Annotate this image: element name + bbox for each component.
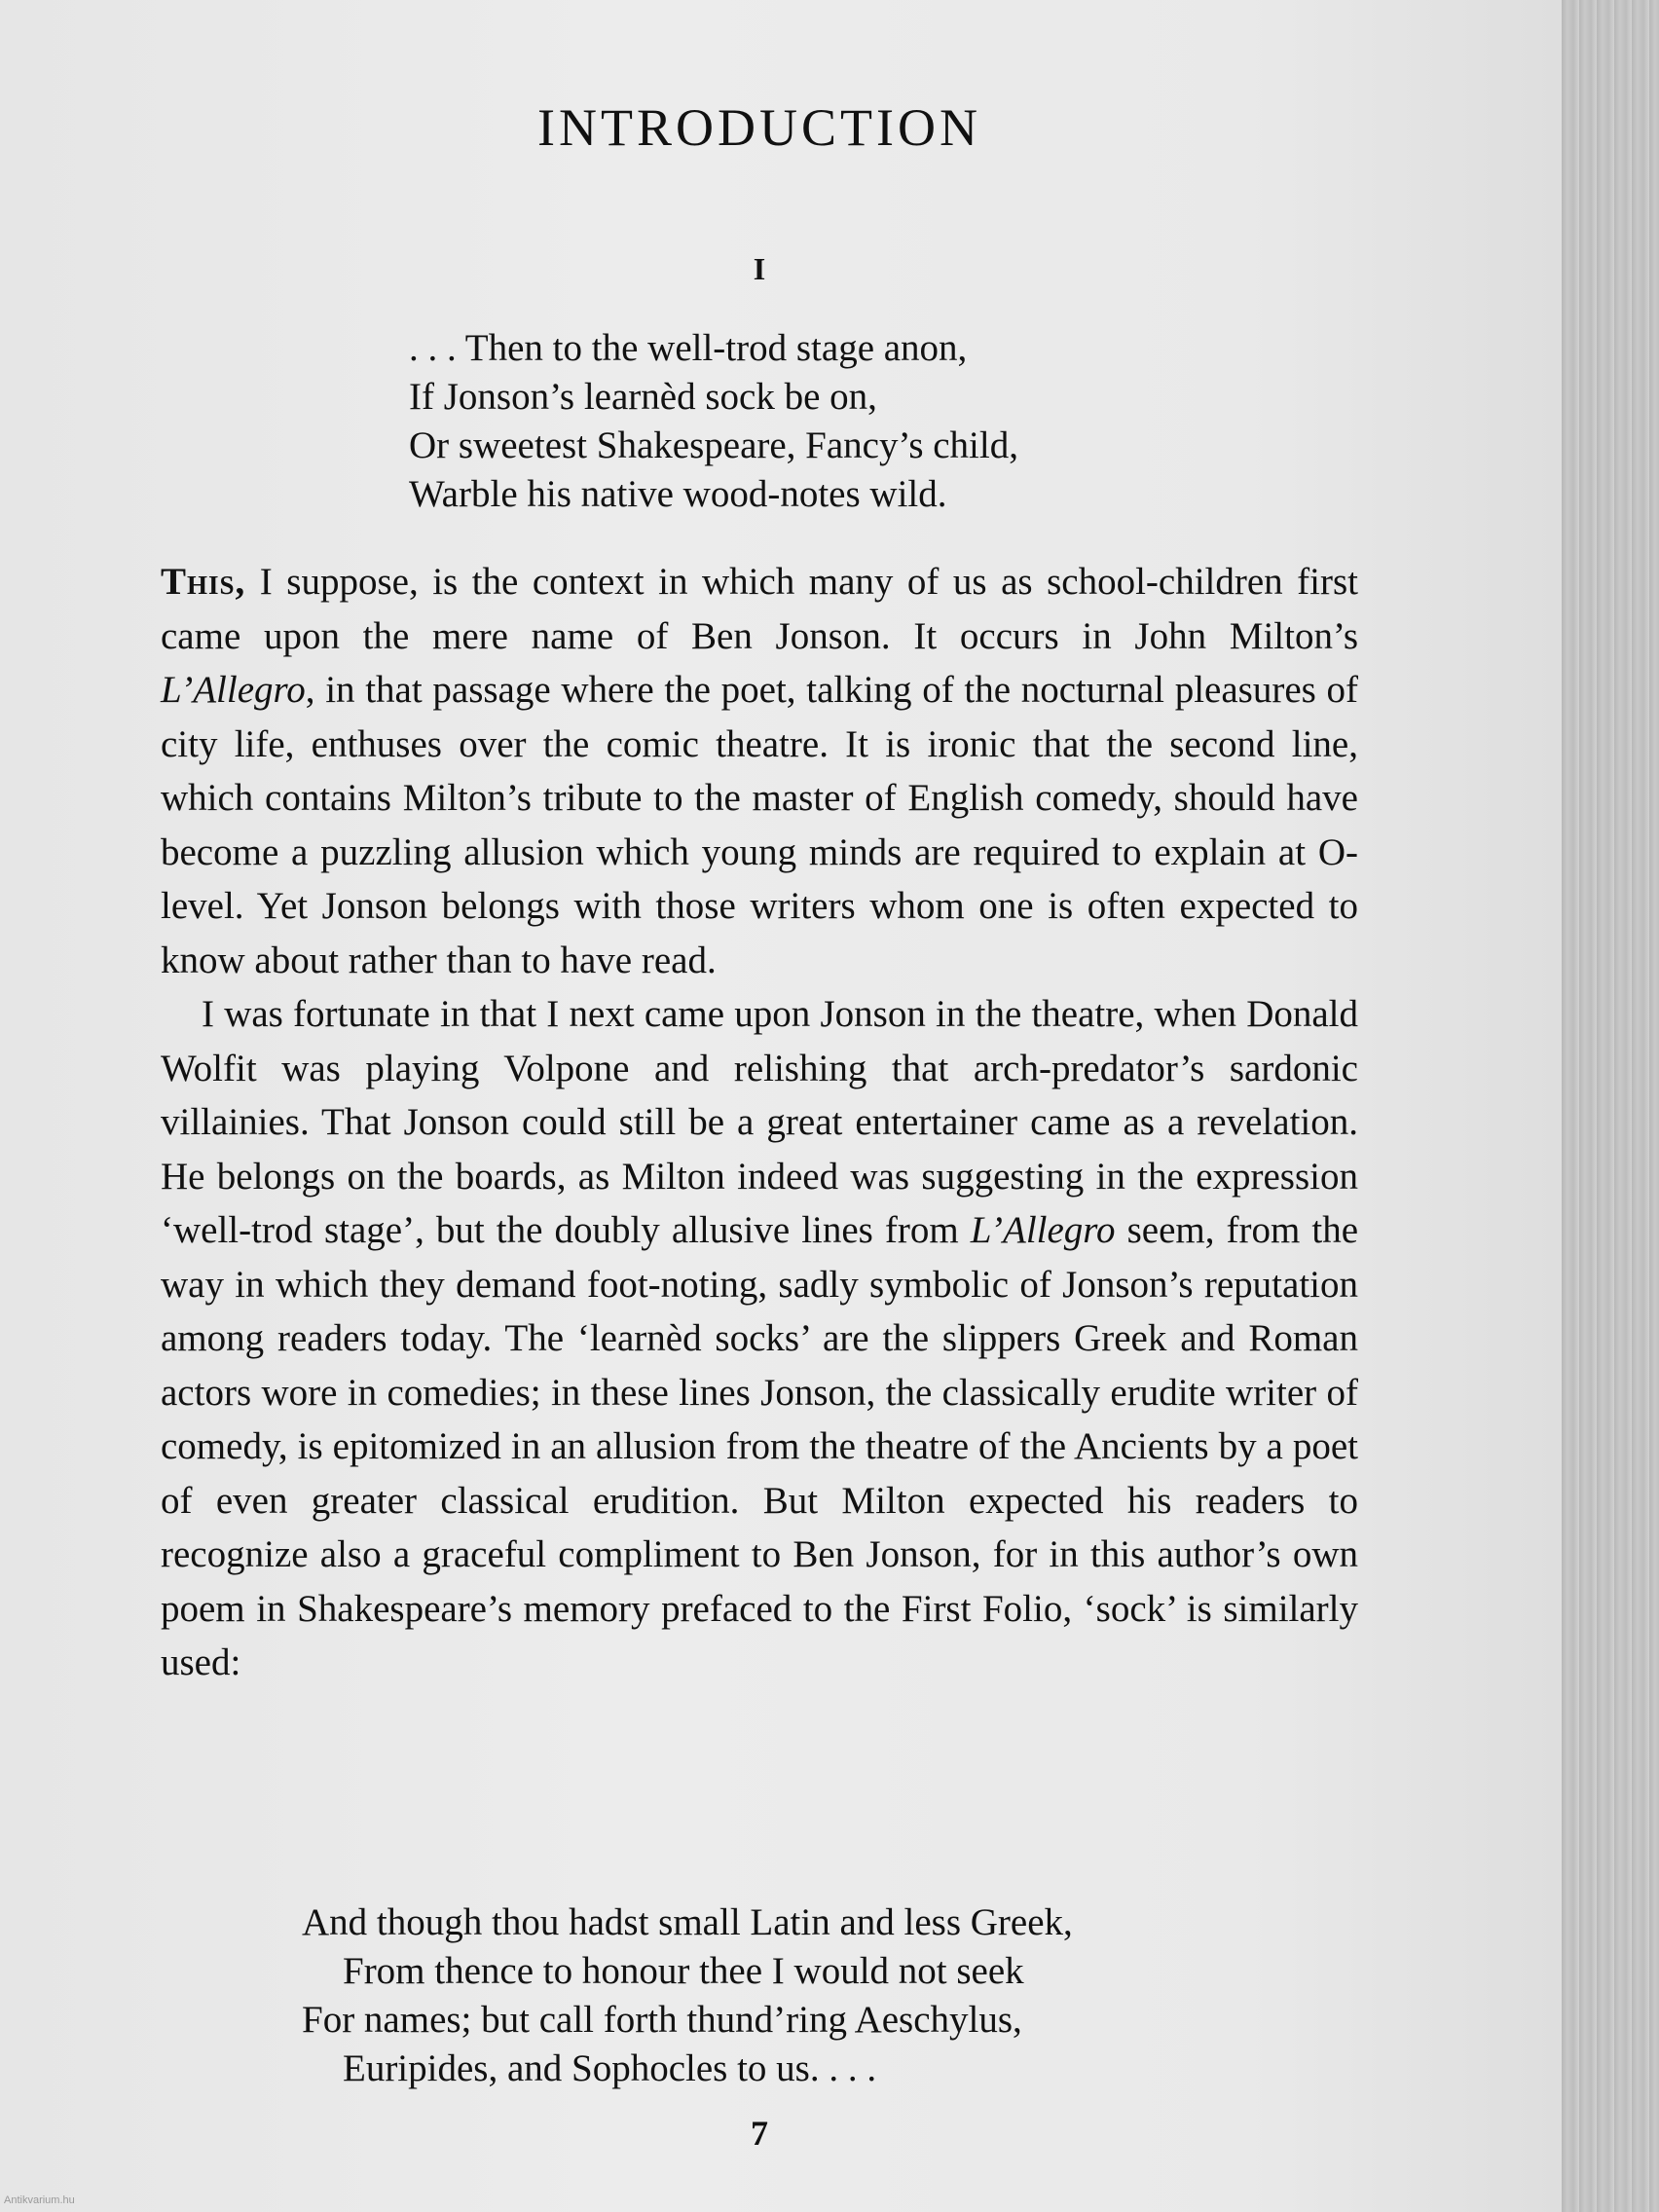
verse-line: For names; but call forth thund’ring Aeschylus, — [302, 1999, 1022, 2041]
paragraph-text: seem, from the way in which they demand foot-noting, sadly symbolic of Jonson’s reputation among readers today. The ‘learnèd socks’ are the slippers Greek and Roman actors wore in comedies; in these lines Jonson, the classically erudite writer of comedy, is epitomized in an allusion from the theatre of the Ancients by a poet of even greater classical erudition. But Milton expected his readers to recognize also a graceful compliment to Ben Jonson, for in this author’s own poem in Shakespeare’s memory prefaced to the First Folio, ‘sock’ is similarly used: — [161, 1209, 1359, 1683]
verse-line: Warble his native wood-notes wild. — [409, 473, 947, 515]
body-text — [161, 555, 1358, 1690]
section-number: I — [753, 251, 766, 286]
work-title-italic: L’Allegro — [161, 669, 306, 711]
verse-line: Or sweetest Shakespeare, Fancy’s child, — [409, 424, 1018, 466]
paragraph-1 — [161, 555, 1358, 987]
work-title-italic: L’Allegro — [970, 1209, 1116, 1251]
chapter-title: INTRODUCTION — [537, 98, 981, 157]
page-stack-edge — [1562, 0, 1659, 2212]
epigraph-verse — [409, 324, 1018, 519]
verse-line: Euripides, and Sophocles to us. . . . — [343, 2047, 877, 2089]
quotation-verse — [302, 1899, 1073, 2093]
site-watermark: Antikvarium.hu — [4, 2194, 75, 2206]
verse-line: . . . Then to the well-trod stage anon, — [409, 327, 968, 369]
verse-line: From thence to honour thee I would not seek — [343, 1950, 1024, 1992]
paragraph-text: I suppose, is the context in which many of us as school-children first came upon the mere name of Ben Jonson. It occurs in John Milton’s — [161, 561, 1358, 657]
paragraph-lead-word: This, — [161, 561, 246, 603]
paragraph-text: , in that passage where the poet, talking of the nocturnal pleasures of city life, enthuses over the comic theatre. It is ironic that the second line, which contains Milton’s tribute to the master of English comedy, should have become a puzzling allusion which young minds are required to explain at O-level. Yet Jonson belongs with those writers whom one is often expected to know about rather than to have read. — [161, 669, 1358, 981]
paragraph-text: I was fortunate in that I next came upon Jonson in the theatre, when Donald Wolfit was playing Volpone and relishing that arch-predator’s sardonic villainies. That Jonson could still be a great entertainer came as a revelation. He belongs on the boards, as Milton indeed was suggesting in the expression ‘well-trod stage’, but the doubly allusive lines from — [161, 993, 1358, 1251]
verse-line: And though thou hadst small Latin and less Greek, — [302, 1901, 1073, 1943]
verse-line: If Jonson’s learnèd sock be on, — [409, 376, 877, 418]
paragraph-2 — [161, 987, 1358, 1690]
page-number: 7 — [751, 2114, 768, 2153]
